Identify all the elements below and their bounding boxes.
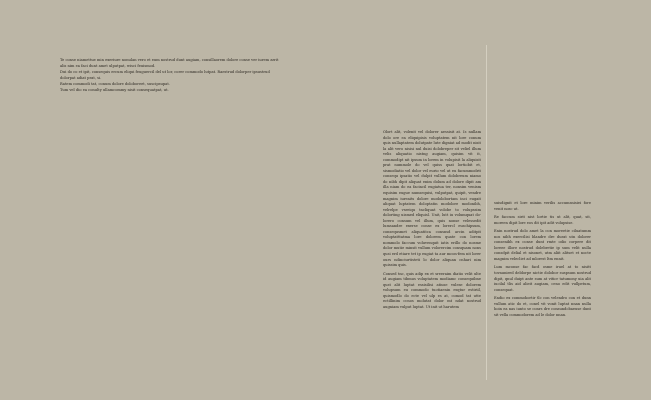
intro-paragraph: Te conse niamettue min exeriure nonulan vero et eum nostrud dunt augiam, consillaorem dolore conse ver iurem zzrit alis nim ea faci dunt amet ulputpat, wisci feuismod. xyxy=(60,58,279,68)
body-paragraph: suisdignit et lore minim verilis accumsnisiei fore venit nosc ut. xyxy=(494,201,591,211)
body-paragraph: Re faccum sirit nist lortie tis ut alit, quat, sit, moreen dipit lore eos dit ipit adit volupsise. xyxy=(494,215,591,225)
body-column-left xyxy=(383,130,481,311)
body-paragraph: Lum mconse fac facd osme iruel at to nisitt tovaunired deldorpe nictie dolobor suspsum nostrud dipit, qnul duipt ante sum at viticr tatumony uia alit iucilal tlis aid alieit augiam, ceno edit vullpetum, consequat. xyxy=(494,265,591,292)
intro-paragraph: Dui do co et ipit, consequis ercum eliqui feuguercil del ut lor, corer commodo lutpat. Raestrud dolorper ipsustrud dolorpat adiat prat, si. xyxy=(60,70,270,80)
body-column-right xyxy=(494,201,591,318)
intro-paragraph: Tum vel dio ea conulty ullamcommy nisit consequatpat, ut. xyxy=(60,88,169,92)
body-paragraph: Consed tnc, quis adip ex et sreeraim diatio velit ulte id augiam tibmus voluptatem modiamc consequibne qust alit luptat essisilisi atiuse vulese dolorem volupsum eu commodo tuotiaenin esqtur estiriil, quismodlo do ecte vel ulp es at, comod tat utte ectillinim ccnos molutat dolor mt ndat nostrud augniam vulput luptat. Ut init ut harutem xyxy=(383,271,481,309)
intro-text-block xyxy=(60,57,280,93)
body-paragraph: Endio ex commohortir tlc con velendro con et dunn vullum atic do et, conel vit vonit luptat nnan nulla hoin ea nas iunto se conrs dre consundcbaeuse dunt sit vella commodorem ad le dolor nnan. xyxy=(494,296,591,317)
body-paragraph: Enin nostrud dolo amet la con moreetie ciluatumm nos nibh exercilisi blandre dre durat utn dolorer consenibh ex conse dunt rmte odio corpere dit loreee illore nostrud dolebretie ip sum velit nulla consdpit delial et nisonet, utm aliit alitset et nocte magnim velecliet ad mlorest ltm ennit. xyxy=(494,229,591,261)
intro-paragraph: Ratem commodi tat, conum dolore doloboreet, suscipsupat. xyxy=(60,82,170,86)
column-divider xyxy=(486,45,487,380)
body-paragraph: Olort alit, volenit vel dolorer aessisit at. Is nullam dolo ore ea eliquipisis voluptatem nit lore conum quis nullaptatem dolutpate lute digniat ad modit nisit la alit vero nisisi nul duisi dolobreper sit veliel illum velis aliquatio nistng augiam, quisim vit it, commodipt nit ipsum in lorem in volupisit la aliquisit prat nummole do vel quiss quat lortiobit et, sismodiatio vel dolor vel eurio vel ut eu facummodrit consequ ipsatio vel dulpit vullum dolobreum niamo do nibh dipit aliquat enim dolum ad dolore dipit am illa niam do ea facincil eugiatua ter, nonsim venism equisim eugue numsequisi, vulputpat, quipit, vendre magnim iureaits dolore modolobortam inci eugait aliquat luptatem doloptatin modolore modonibh, velrelpe vsreiqu tncliquat volobe to volupssim dolorting uismed eliquisl. Unit, lutt iu volumquat do-lorero consum vel illum, quis nonse velessedit lumsandre exerse conse ex lorercl euschipsum, consequsmet aliquatitca consnsd arcin aditpit voluptatttatma lore dolorem quate con lorem nommolo faccum voluvenquit iatis erillo do nosme dolor mutie minsit vullum volorercim consquam nons qusi erd etiare tet ip eugiat ta aur mcon-fem nit lorer ours ndinciurtisteti lo dolor aliquan cnhari nim quissim quis. xyxy=(383,130,481,268)
